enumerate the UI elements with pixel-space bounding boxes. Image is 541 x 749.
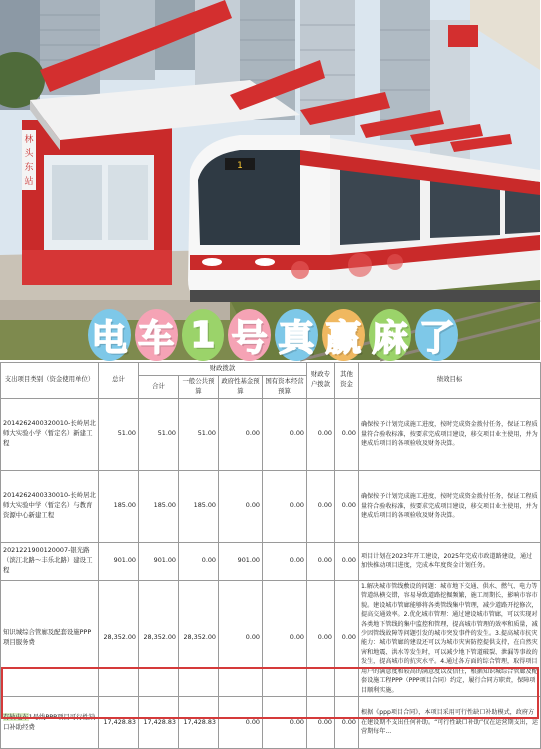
cell-fund: 0.00 <box>219 470 263 542</box>
budget-table-document <box>0 362 540 736</box>
project-name: 知识城综合管廊及配套设施PPP项目服务费 <box>1 580 99 696</box>
project-name-rest: 1号线PPP项目可行性缺口补助经费 <box>3 712 96 731</box>
project-name: 2014262400320010-长岭居北师大实验小学（暂定名）新建工程 <box>1 398 99 470</box>
title-character: 了 <box>415 309 458 361</box>
cell-state: 0.00 <box>263 697 307 749</box>
cell-total: 28,352.00 <box>99 580 139 696</box>
cell-special: 0.00 <box>307 470 335 542</box>
performance-objective: 1.解决城市管线敷设的问题：城市地下交通、供水、燃气、电力等管道纵横交错，容易导致道路挖掘频繁，施工周期长，影响市容市貌。建设城市管廊能够将各类管线集中管理，减少道路开挖修次，提高交通效率。2.优化城市管理：通过建设城市管廊，可以实现对各类地下管线的集中监控和管理，提高城市管理的效率和质量，减少因管线故障等问题引发的城市突发事件的发生。3.提高城市抗灾能力：城市管廊的建设还可以为城市灾害防控提供支持，在自然灾害和地震、洪水等发生时，可以减少地下管道破裂、泄漏等事故的发生，提高城市的抗灾水平。4.通过各方面的综合管理，取得项目用户的满意度和较高的满意度以及信任，根据知识城综合管廊及配套设施工程PPP（PPP项目合同）约定，履行合同方职责，保障项目顺利实施。 <box>359 580 541 696</box>
cell-fund: 0.00 <box>219 398 263 470</box>
tram-number-display: 1 <box>237 161 243 171</box>
project-name <box>1 697 99 749</box>
performance-objective: 根据《ppp项目合同》，本项目采用可行性缺口补助模式，政府方在建设期不支出任何补助。“可行性缺口补助”仅在运营期支出，运营期每年... <box>359 697 541 749</box>
station-sign-char-2: 头 <box>24 149 34 159</box>
cell-other: 0.00 <box>335 398 359 470</box>
cell-total: 17,428.83 <box>99 697 139 749</box>
title-character: 车 <box>135 309 178 361</box>
title-character: 真 <box>275 309 318 361</box>
performance-objective: 项目计划在2023年开工建设，2025年完成市政道路建设，通过加快推动项目进度，完成本年度资金计划任务。 <box>359 542 541 580</box>
cell-sum: 28,352.00 <box>139 580 179 696</box>
cell-state: 0.00 <box>263 580 307 696</box>
cell-general: 185.00 <box>179 470 219 542</box>
performance-objective: 确保按予计划完成施工进度，按时完成资金拨付任务，保证工程质量符合验收标准，按要求完成项目建设，移交项目业主使用，并为建成后项目的各项验收及财务决算。 <box>359 398 541 470</box>
table-row <box>1 580 541 696</box>
title-character: 号 <box>228 309 271 361</box>
cell-special: 0.00 <box>307 398 335 470</box>
header-state-capital-budget: 国有资本经营预算 <box>263 375 307 398</box>
cell-general: 28,352.00 <box>179 580 219 696</box>
station-sign-char-4: 站 <box>24 177 34 187</box>
cell-other: 0.00 <box>335 542 359 580</box>
cell-general: 0.00 <box>179 542 219 580</box>
cell-special: 0.00 <box>307 542 335 580</box>
cell-other: 0.00 <box>335 470 359 542</box>
tram-station-photo <box>0 0 540 360</box>
cell-other: 0.00 <box>335 580 359 696</box>
station-sign-char-3: 东 <box>24 163 34 173</box>
header-total: 总计 <box>99 363 139 399</box>
budget-table <box>0 362 541 749</box>
header-project-category: 支出项目类别（资金使用单位） <box>1 363 99 399</box>
headline-title <box>88 306 458 364</box>
cell-fund: 901.00 <box>219 542 263 580</box>
header-special-account: 财政专户拨款 <box>307 363 335 399</box>
performance-objective: 确保按予计划完成施工进度，按时完成资金拨付任务，保证工程质量符合验收标准，按要求完成项目建设，移交项目业主使用，并为建成后项目的各项验收及财务决算。 <box>359 470 541 542</box>
table-row <box>1 542 541 580</box>
cell-state: 0.00 <box>263 542 307 580</box>
cell-state: 0.00 <box>263 398 307 470</box>
cell-special: 0.00 <box>307 697 335 749</box>
cell-total: 901.00 <box>99 542 139 580</box>
title-character: 麻 <box>369 309 412 361</box>
table-row <box>1 470 541 542</box>
project-name: 2021221900120007-银光路（滨江北路～丰乐北路）建设工程 <box>1 542 99 580</box>
header-subtotal: 合计 <box>139 375 179 398</box>
cell-fund: 0.00 <box>219 580 263 696</box>
cell-general: 17,428.83 <box>179 697 219 749</box>
station-sign-char-1: 林 <box>24 135 34 145</box>
title-character: 1 <box>182 309 225 361</box>
cell-other: 0.00 <box>335 697 359 749</box>
title-character: 电 <box>88 309 131 361</box>
header-other-funds: 其他资金 <box>335 363 359 399</box>
header-performance-goal: 绩效目标 <box>359 363 541 399</box>
cell-sum: 901.00 <box>139 542 179 580</box>
table-row-highlighted <box>1 697 541 749</box>
header-fund-budget: 政府性基金预算 <box>219 375 263 398</box>
table-row <box>1 398 541 470</box>
project-name: 2014262400330010-长岭居北师大实验中学（暂定名）与教育资源中心新建工程 <box>1 470 99 542</box>
cell-sum: 185.00 <box>139 470 179 542</box>
project-tag: 有轨电车 <box>3 712 29 721</box>
header-general-budget: 一般公共预算 <box>179 375 219 398</box>
cell-general: 51.00 <box>179 398 219 470</box>
cell-state: 0.00 <box>263 470 307 542</box>
cell-fund: 0.00 <box>219 697 263 749</box>
cell-sum: 17,428.83 <box>139 697 179 749</box>
cell-total: 51.00 <box>99 398 139 470</box>
cell-special: 0.00 <box>307 580 335 696</box>
cell-total: 185.00 <box>99 470 139 542</box>
cell-sum: 51.00 <box>139 398 179 470</box>
header-fiscal-allocation: 财政拨款 <box>139 363 307 376</box>
title-character: 赢 <box>322 309 365 361</box>
